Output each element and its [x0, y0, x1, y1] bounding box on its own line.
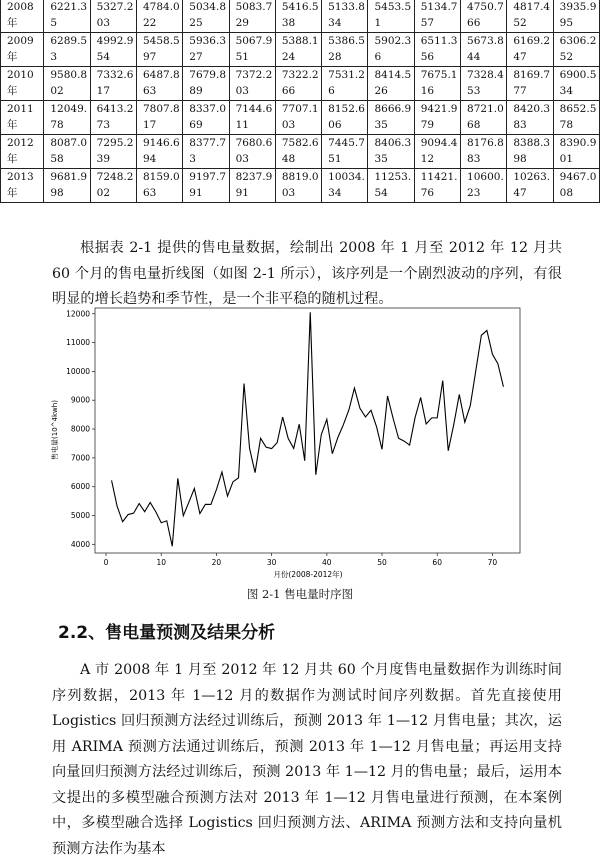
table-value-cell: 11253.54: [368, 169, 414, 203]
table-value-cell: 7328.453: [461, 67, 507, 101]
table-value-cell: 7295.239: [90, 135, 136, 169]
table-year-cell: 2011年: [1, 101, 44, 135]
table-value-cell: 5133.834: [322, 0, 368, 33]
table-value-cell: 5453.51: [368, 0, 414, 33]
table-value-cell: 6169.247: [507, 33, 553, 67]
table-value-cell: 8388.398: [507, 135, 553, 169]
table-value-cell: 8420.383: [507, 101, 553, 135]
table-value-cell: 5458.597: [136, 33, 182, 67]
table-value-cell: 3935.995: [553, 0, 599, 33]
x-tick-label: 50: [377, 558, 387, 567]
table-value-cell: 5902.36: [368, 33, 414, 67]
table-year-cell: 2008年: [1, 0, 44, 33]
table-value-cell: 8652.578: [553, 101, 599, 135]
table-value-cell: 9146.694: [136, 135, 182, 169]
x-tick-label: 20: [211, 558, 222, 567]
table-value-cell: 8819.003: [275, 169, 321, 203]
x-tick-label: 0: [103, 558, 109, 567]
y-tick-label: 8000: [70, 424, 90, 434]
x-tick-label: 30: [266, 558, 277, 567]
table-value-cell: 6413.273: [90, 101, 136, 135]
table-value-cell: 10034.34: [322, 169, 368, 203]
y-tick-label: 7000: [70, 453, 90, 463]
table-value-cell: 8666.935: [368, 101, 414, 135]
table-value-cell: 6487.863: [136, 67, 182, 101]
table-value-cell: 7680.603: [229, 135, 275, 169]
sales-data-table: [0, 0, 600, 203]
chart-y-axis-label: 售电量(10^4kwh): [51, 400, 59, 460]
table-value-cell: 7332.617: [90, 67, 136, 101]
table-row: [1, 169, 600, 203]
table-value-cell: 6221.35: [44, 0, 90, 33]
y-tick-label: 5000: [70, 511, 90, 521]
sales-line-chart: [51, 308, 530, 584]
table-value-cell: 5083.729: [229, 0, 275, 33]
table-value-cell: 4784.022: [136, 0, 182, 33]
sales-series-line: [112, 312, 504, 546]
table-row: [1, 101, 600, 135]
table-value-cell: 5936.327: [183, 33, 229, 67]
table-value-cell: 6900.534: [553, 67, 599, 101]
table-value-cell: 10600.23: [461, 169, 507, 203]
table-value-cell: 7582.648: [275, 135, 321, 169]
y-tick-label: 9000: [70, 395, 90, 405]
table-year-cell: 2013年: [1, 169, 44, 203]
table-row: [1, 33, 600, 67]
table-year-cell: 2012年: [1, 135, 44, 169]
chart-x-axis-label: 月份(2008-2012年): [273, 570, 343, 579]
table-value-cell: 9421.979: [414, 101, 460, 135]
table-value-cell: 8414.526: [368, 67, 414, 101]
table-value-cell: 8721.068: [461, 101, 507, 135]
x-tick-label: 60: [432, 558, 442, 567]
table-row: [1, 0, 600, 33]
paragraph-method-description: A 市 2008 年 1 月至 2012 年 12 月共 60 个月度售电量数据作为训练时间序列数据，2013 年 1—12 月的数据作为测试时间序列数据。首先直接使用 Logistics 回归预测方法经过训练后，预测 2013 年 1—12 月售电量；其次，运用 ARIMA 预测方法通过训练后，预测 2013 年 1—12 月售电量；再运用支持向量回归预测方法经过训练后，预测 2013 年 1—12 月的售电量；最后，运用本文提出的多模型融合预测方法对 2013 年 1—12 月售电量进行预测，在本案例中，多模型融合选择 Logistics 回归预测方法、ARIMA 预测方法和支持向量机预测方法作为基本: [52, 662, 562, 857]
table-value-cell: 8237.991: [229, 169, 275, 203]
table-value-cell: 7679.889: [183, 67, 229, 101]
table-value-cell: 9580.802: [44, 67, 90, 101]
table-value-cell: 8169.777: [507, 67, 553, 101]
table-value-cell: 8152.606: [322, 101, 368, 135]
y-tick-label: 11000: [66, 338, 90, 348]
table-value-cell: 7675.116: [414, 67, 460, 101]
table-value-cell: 8159.063: [136, 169, 182, 203]
table-value-cell: 4817.452: [507, 0, 553, 33]
table-value-cell: 7372.203: [229, 67, 275, 101]
table-value-cell: 5134.757: [414, 0, 460, 33]
table-value-cell: 12049.78: [44, 101, 90, 135]
table-value-cell: 5673.844: [461, 33, 507, 67]
table-year-cell: 2009年: [1, 33, 44, 67]
table-value-cell: 5386.528: [322, 33, 368, 67]
x-tick-label: 10: [156, 558, 167, 567]
section-heading: 2.2、售电量预测及结果分析: [58, 623, 276, 643]
table-value-cell: 7807.817: [136, 101, 182, 135]
figure-caption: 图 2-1 售电量时序图: [246, 587, 354, 601]
table-value-cell: 5067.951: [229, 33, 275, 67]
table-value-cell: 9467.008: [553, 169, 599, 203]
table-year-cell: 2010年: [1, 67, 44, 101]
y-tick-label: 6000: [70, 482, 90, 492]
table-value-cell: 10263.47: [507, 169, 553, 203]
table-value-cell: 5416.538: [275, 0, 321, 33]
table-value-cell: 9197.791: [183, 169, 229, 203]
table-value-cell: 11421.76: [414, 169, 460, 203]
table-value-cell: 8337.069: [183, 101, 229, 135]
table-value-cell: 5034.825: [183, 0, 229, 33]
y-tick-label: 12000: [66, 309, 90, 319]
x-tick-label: 40: [322, 558, 332, 567]
y-tick-label: 4000: [70, 539, 90, 549]
table-value-cell: 7531.26: [322, 67, 368, 101]
table-value-cell: 8176.883: [461, 135, 507, 169]
table-value-cell: 4992.954: [90, 33, 136, 67]
table-value-cell: 7707.103: [275, 101, 321, 135]
table-value-cell: 7322.266: [275, 67, 321, 101]
table-value-cell: 8406.335: [368, 135, 414, 169]
table-row: [1, 135, 600, 169]
table-value-cell: 9681.998: [44, 169, 90, 203]
paragraph-chart-description: 根据表 2-1 提供的售电量数据，绘制出 2008 年 1 月至 2012 年 12 月共 60 个月的售电量折线图（如图 2-1 所示），该序列是一个剧烈波动的序列，有很明显的增长趋势和季节性，是一个非平稳的随机过程。: [52, 240, 562, 307]
table-value-cell: 6289.53: [44, 33, 90, 67]
table-row: [1, 67, 600, 101]
table-value-cell: 6306.252: [553, 33, 599, 67]
table-value-cell: 5327.203: [90, 0, 136, 33]
table-value-cell: 7248.202: [90, 169, 136, 203]
table-value-cell: 7144.611: [229, 101, 275, 135]
table-value-cell: 5388.124: [275, 33, 321, 67]
plot-frame: [95, 308, 520, 553]
table-value-cell: 6511.356: [414, 33, 460, 67]
table-value-cell: 4750.766: [461, 0, 507, 33]
table-value-cell: 7445.751: [322, 135, 368, 169]
y-tick-label: 10000: [66, 366, 90, 376]
table-value-cell: 8390.901: [553, 135, 599, 169]
table-value-cell: 8377.73: [183, 135, 229, 169]
x-tick-label: 70: [487, 558, 498, 567]
table-value-cell: 9094.412: [414, 135, 460, 169]
table-value-cell: 8087.058: [44, 135, 90, 169]
